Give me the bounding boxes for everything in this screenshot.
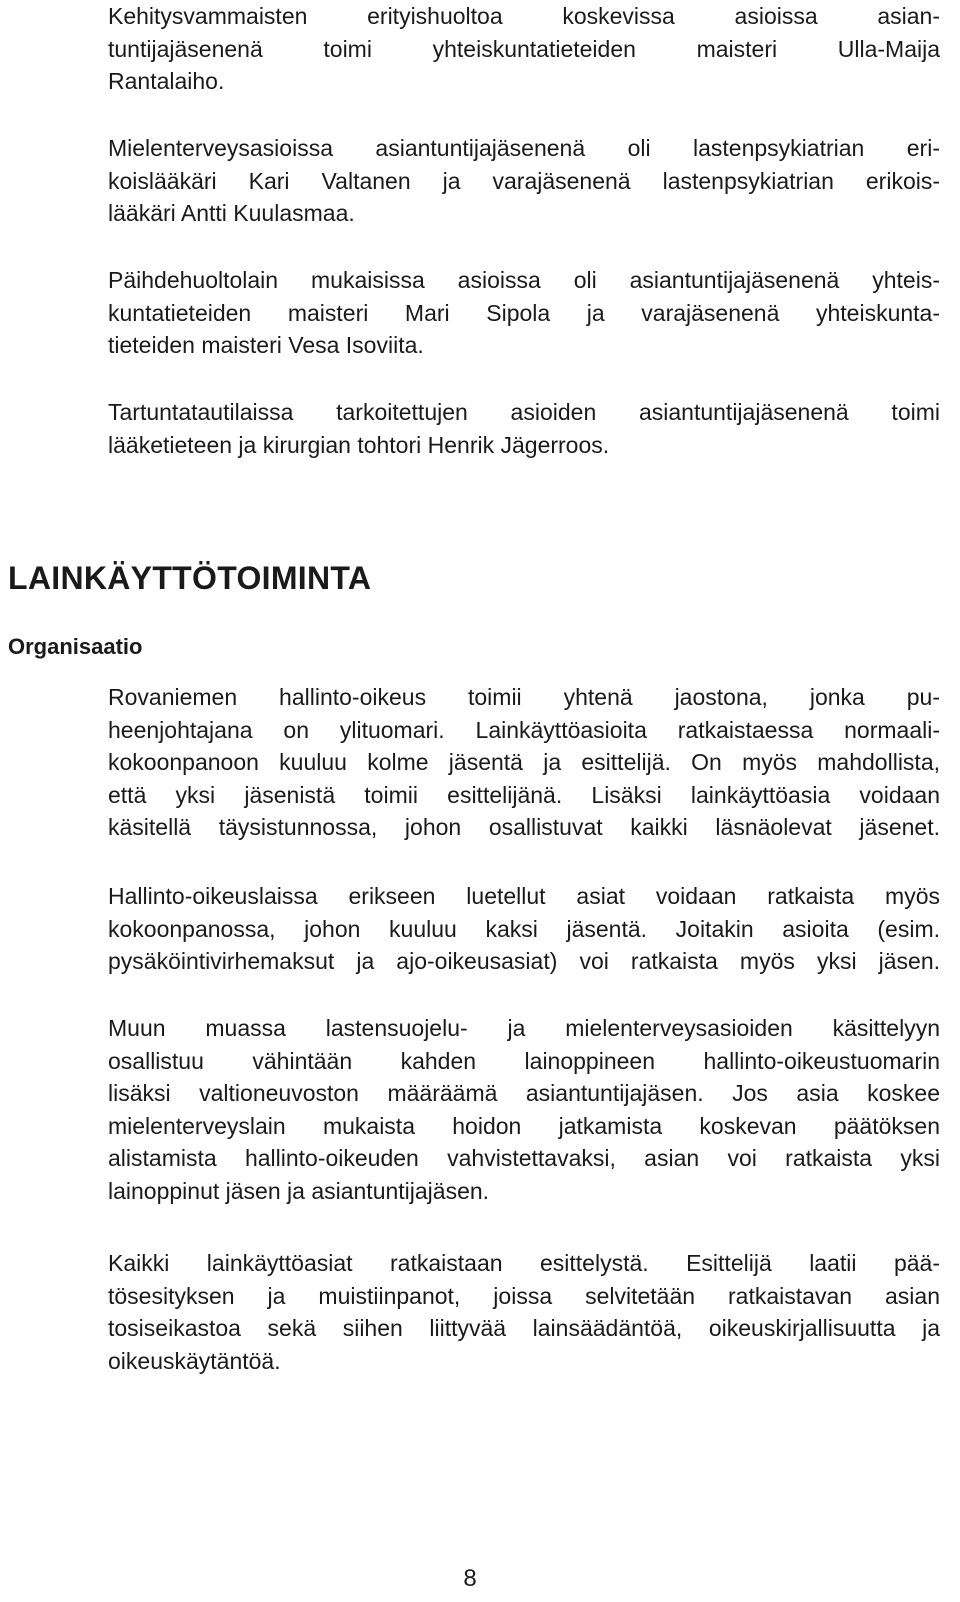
text-line: osallistuu vähintään kahden lainoppineen hallinto-oikeustuomarin [108,1047,940,1074]
page-number: 8 [463,1565,477,1592]
subsection-heading: Organisaatio [8,634,143,659]
text-line: Tartuntatautilaissa tarkoitettujen asioiden asiantuntijajäsenenä toimi [108,399,940,425]
paragraph-two-member-composition [108,880,940,978]
text-line: koislääkäri Kari Valtanen ja varajäsenenä lastenpsykiatrian erikois- [108,167,940,194]
text-line: Kaikki lainkäyttöasiat ratkaistaan esittelystä. Esittelijä laatii pää- [108,1250,940,1276]
text-line: kuntatieteiden maisteri Mari Sipola ja varajäsenenä yhteiskunta- [108,299,940,326]
text-line: Rantalaiho. [108,68,225,95]
paragraph-expert-member-infectious-diseases [108,396,940,461]
text-line: alistamista hallinto-oikeuden vahvistettavaksi, asian voi ratkaista yksi [108,1145,940,1172]
section-heading: LAINKÄYTTÖTOIMINTA [8,560,372,596]
text-line: Hallinto-oikeuslaissa erikseen luetellut asiat voidaan ratkaista myös [108,883,940,909]
text-line: lääkäri Antti Kuulasmaa. [108,200,355,227]
text-line: tosiseikastoa sekä siihen liittyvää lainsäädäntöä, oikeuskirjallisuutta ja [108,1315,940,1342]
text-line: että yksi jäsenistä toimii esittelijänä. Lisäksi lainkäyttöasia voidaan [108,781,940,808]
text-line: oikeuskäytäntöä. [108,1347,281,1374]
text-line: tuntijajäsenenä toimi yhteiskuntatieteiden maisteri Ulla-Maija [108,35,940,62]
text-line: lisäksi valtioneuvoston määräämä asiantuntijajäsen. Jos asia koskee [108,1080,940,1107]
text-line: tieteiden maisteri Vesa Isoviita. [108,332,424,359]
text-line: pysäköintivirhemaksut ja ajo-oikeusasiat) voi ratkaista myös yksi jäsen. [108,948,940,975]
text-line: lääketieteen ja kirurgian tohtori Henrik Jägerroos. [108,431,610,458]
text-line: käsitellä täysistunnossa, johon osallistuvat kaikki läsnäolevat jäsenet. [108,814,940,841]
text-line: Kehitysvammaisten erityishuoltoa koskevissa asioissa asian- [108,3,940,29]
text-line: heenjohtajana on ylituomari. Lainkäyttöasioita ratkaistaessa normaali- [108,716,940,743]
text-line: mielenterveyslain mukaista hoidon jatkamista koskevan päätöksen [108,1112,940,1139]
text-line: kokoonpanossa, johon kuuluu kaksi jäsentä. Joitakin asioita (esim. [108,915,940,942]
paragraph-court-organisation [108,681,940,844]
text-line: Päihdehuoltolain mukaisissa asioissa oli asiantuntijajäsenenä yhteis- [108,267,940,293]
text-line: tösesityksen ja muistiinpanot, joissa selvitetään ratkaistavan asian [108,1282,940,1309]
paragraph-child-welfare-mental-health [108,1012,940,1208]
text-line: Rovaniemen hallinto-oikeus toimii yhtenä jaostona, jonka pu- [108,684,940,710]
paragraph-expert-member-substance-abuse [108,264,940,362]
paragraph-presentation [108,1247,940,1377]
paragraph-expert-member-mental-health [108,132,940,230]
text-line: Mielenterveysasioissa asiantuntijajäsenenä oli lastenpsykiatrian eri- [108,135,940,161]
text-line: kokoonpanoon kuuluu kolme jäsentä ja esittelijä. On myös mahdollista, [108,749,940,776]
paragraph-expert-member-disability [108,0,940,98]
text-line: Muun muassa lastensuojelu- ja mielenterveysasioiden käsittelyyn [108,1015,940,1041]
text-line: lainoppinut jäsen ja asiantuntijajäsen. [108,1177,490,1204]
